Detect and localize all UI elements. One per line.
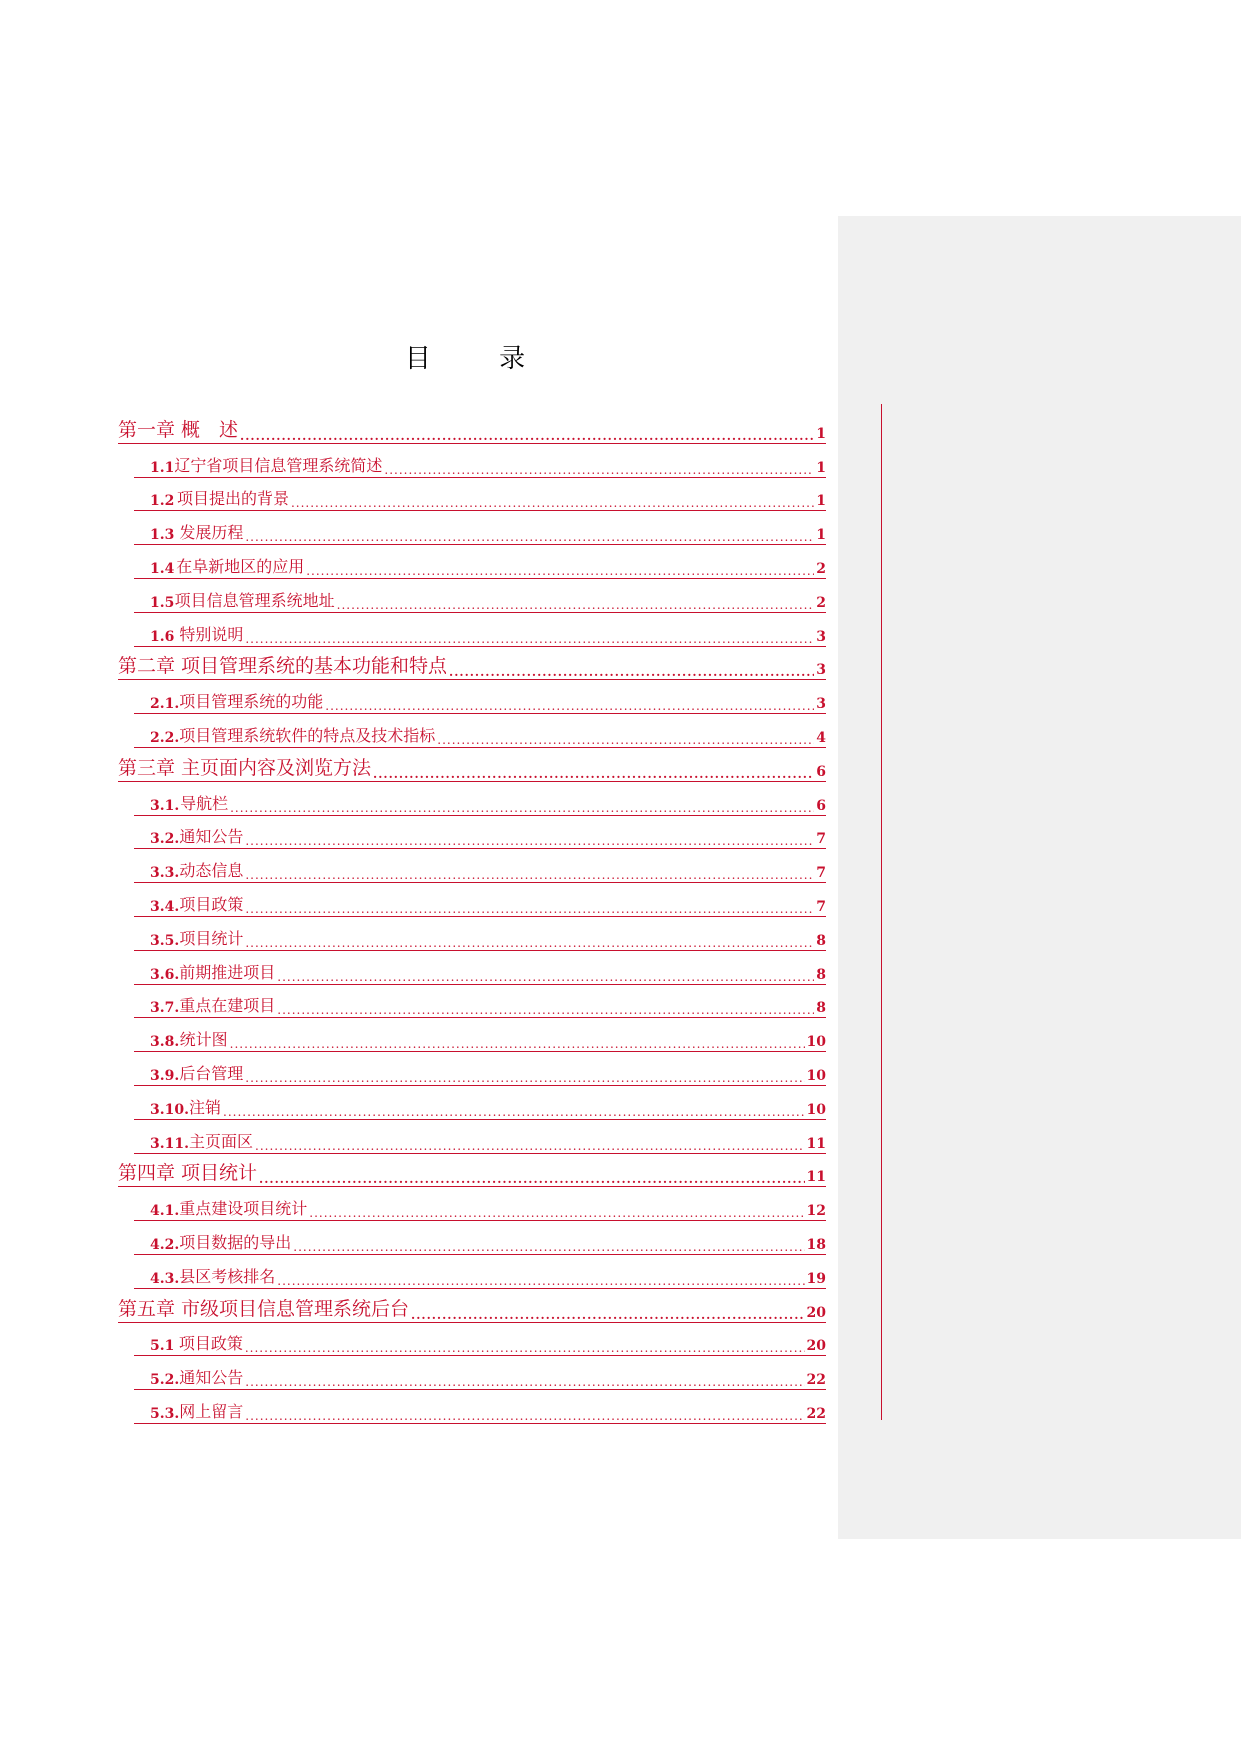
toc-leader-dots [245, 1410, 804, 1422]
toc-section-link[interactable] [134, 1086, 826, 1120]
toc-section-number: 3.6. [150, 966, 180, 983]
toc-leader-dots [245, 531, 814, 543]
toc-entry-title: 动态信息 [179, 861, 244, 881]
toc-section-link[interactable] [134, 985, 826, 1019]
toc-section-link[interactable] [134, 782, 826, 816]
toc-page-number: 10 [806, 1034, 826, 1051]
toc-entry-title: 导航栏 [180, 793, 229, 813]
toc-leader-dots [245, 1376, 804, 1388]
toc-page-number: 8 [816, 966, 826, 983]
toc-leader-dots [245, 1342, 805, 1354]
toc-page-number: 20 [806, 1338, 826, 1355]
toc-leader-dots [245, 903, 814, 915]
toc-entry-title: 在阜新地区的应用 [176, 556, 305, 576]
toc-page-number: 18 [806, 1236, 826, 1253]
toc-section-number: 2.1. [150, 696, 180, 713]
toc-section-number: 3.5. [150, 932, 180, 949]
toc-leader-dots [411, 1309, 804, 1321]
toc-entry-title: 主页面区 [188, 1131, 253, 1151]
table-of-contents [118, 410, 826, 1424]
toc-page-number: 6 [816, 763, 826, 780]
toc-page-number: 20 [806, 1304, 826, 1321]
toc-section-number: 3.11. [150, 1135, 189, 1152]
toc-section-number: 4.2. [150, 1236, 180, 1253]
toc-section-link[interactable] [134, 579, 826, 613]
toc-entry-title: 注销 [188, 1097, 221, 1117]
toc-section-number: 5.2. [150, 1372, 180, 1389]
toc-section-link[interactable] [134, 511, 826, 545]
toc-leader-dots [293, 1241, 804, 1253]
toc-leader-dots [337, 599, 815, 611]
toc-page-number: 1 [816, 425, 826, 442]
toc-page-number: 6 [816, 797, 826, 814]
toc-section-link[interactable] [134, 444, 826, 478]
toc-entry-title: 项目信息管理系统地址 [174, 590, 335, 610]
toc-entry-title: 网上留言 [179, 1401, 244, 1421]
toc-entry-title: 特别说明 [179, 624, 244, 644]
toc-leader-dots [240, 430, 814, 442]
toc-section-number: 3.1. [150, 797, 180, 814]
toc-page-number: 2 [816, 594, 826, 611]
toc-section-link[interactable] [134, 1255, 826, 1289]
toc-page-number: 8 [816, 1000, 826, 1017]
toc-section-number: 2.2. [150, 729, 180, 746]
toc-leader-dots [245, 869, 814, 881]
toc-section-number: 1.6 [150, 628, 175, 645]
toc-section-link[interactable] [134, 714, 826, 748]
toc-leader-dots [230, 1038, 805, 1050]
toc-page-number: 3 [816, 696, 826, 713]
toc-entry-title: 通知公告 [179, 1368, 244, 1388]
toc-entry-title: 第三章 主页面内容及浏览方法 [118, 756, 372, 779]
toc-entry-title: 项目管理系统的功能 [179, 692, 324, 712]
toc-entry-title: 第一章 概 述 [118, 418, 239, 441]
toc-section-number: 1.3 [150, 527, 175, 544]
toc-chapter-link[interactable] [118, 1154, 826, 1188]
toc-page-number: 10 [806, 1067, 826, 1084]
toc-section-link[interactable] [134, 680, 826, 714]
toc-chapter-link[interactable] [118, 647, 826, 681]
toc-section-link[interactable] [134, 1356, 826, 1390]
toc-section-link[interactable] [134, 1323, 826, 1357]
toc-section-number: 1.1 [150, 459, 175, 476]
toc-entry-title: 项目管理系统软件的特点及技术指标 [179, 725, 436, 745]
toc-leader-dots [277, 1004, 814, 1016]
toc-section-number: 3.4. [150, 898, 180, 915]
toc-page-number: 7 [816, 898, 826, 915]
toc-section-link[interactable] [134, 816, 826, 850]
toc-entry-title: 第五章 市级项目信息管理系统后台 [118, 1297, 410, 1320]
toc-leader-dots [277, 971, 814, 983]
toc-section-link[interactable] [134, 1052, 826, 1086]
toc-entry-title: 重点建设项目统计 [179, 1199, 308, 1219]
toc-leader-dots [373, 768, 814, 780]
toc-section-link[interactable] [134, 1018, 826, 1052]
toc-section-number: 3.9. [150, 1067, 180, 1084]
revision-bar [881, 404, 882, 1420]
toc-section-number: 3.3. [150, 865, 180, 882]
toc-leader-dots [223, 1106, 805, 1118]
toc-section-number: 3.7. [150, 1000, 180, 1017]
toc-section-link[interactable] [134, 478, 826, 512]
toc-leader-dots [306, 565, 814, 577]
toc-chapter-link[interactable] [118, 1289, 826, 1323]
toc-section-link[interactable] [134, 1390, 826, 1424]
toc-section-link[interactable] [134, 917, 826, 951]
toc-leader-dots [245, 1072, 804, 1084]
toc-entry-title: 项目政策 [179, 894, 244, 914]
toc-section-number: 1.5 [150, 594, 175, 611]
comment-pane [838, 216, 1241, 1539]
toc-section-link[interactable] [134, 545, 826, 579]
toc-page-number: 22 [806, 1372, 826, 1389]
toc-page-number: 19 [806, 1270, 826, 1287]
toc-title: 目 录 [404, 344, 556, 374]
toc-section-link[interactable] [134, 951, 826, 985]
toc-page-number: 11 [806, 1135, 826, 1152]
toc-section-link[interactable] [134, 849, 826, 883]
toc-section-number: 3.8. [150, 1034, 180, 1051]
toc-entry-title: 前期推进项目 [179, 962, 276, 982]
toc-page-number: 12 [806, 1203, 826, 1220]
toc-page-number: 22 [806, 1405, 826, 1422]
toc-leader-dots [384, 464, 814, 476]
toc-leader-dots [245, 633, 814, 645]
toc-section-number: 3.2. [150, 831, 180, 848]
toc-section-number: 4.1. [150, 1203, 180, 1220]
toc-section-number: 5.1 [150, 1338, 175, 1355]
toc-leader-dots [245, 835, 814, 847]
toc-page-number: 1 [816, 493, 826, 510]
toc-section-link[interactable] [134, 1221, 826, 1255]
toc-chapter-link[interactable] [118, 748, 826, 782]
toc-leader-dots [309, 1207, 804, 1219]
toc-leader-dots [259, 1173, 804, 1185]
toc-leader-dots [277, 1275, 804, 1287]
toc-entry-title: 项目数据的导出 [179, 1232, 292, 1252]
toc-leader-dots [230, 802, 814, 814]
toc-page-number: 4 [816, 729, 826, 746]
toc-leader-dots [245, 937, 814, 949]
toc-entry-title: 后台管理 [179, 1063, 244, 1083]
toc-section-number: 4.3. [150, 1270, 180, 1287]
toc-entry-title: 重点在建项目 [179, 996, 276, 1016]
toc-page-number: 2 [816, 560, 826, 577]
toc-page-number: 7 [816, 831, 826, 848]
toc-section-link[interactable] [134, 883, 826, 917]
toc-entry-title: 项目统计 [179, 928, 244, 948]
toc-entry-title: 第二章 项目管理系统的基本功能和特点 [118, 655, 448, 678]
toc-leader-dots [255, 1140, 805, 1152]
toc-entry-title: 统计图 [179, 1030, 228, 1050]
toc-page-number: 1 [816, 459, 826, 476]
toc-page-number: 3 [816, 628, 826, 645]
toc-section-link[interactable] [134, 1187, 826, 1221]
toc-leader-dots [449, 666, 814, 678]
toc-entry-title: 辽宁省项目信息管理系统简述 [174, 455, 383, 475]
toc-entry-title: 县区考核排名 [179, 1266, 276, 1286]
toc-leader-dots [291, 497, 814, 509]
toc-chapter-link[interactable] [118, 410, 826, 444]
toc-page-number: 7 [816, 865, 826, 882]
toc-entry-title: 项目提出的背景 [176, 489, 289, 509]
toc-section-link[interactable] [134, 613, 826, 647]
toc-page-number: 8 [816, 932, 826, 949]
toc-leader-dots [437, 734, 814, 746]
toc-entry-title: 发展历程 [179, 523, 244, 543]
toc-section-number: 5.3. [150, 1405, 180, 1422]
toc-section-number: 3.10. [150, 1101, 189, 1118]
toc-entry-title: 第四章 项目统计 [118, 1162, 258, 1185]
toc-section-number: 1.4 [150, 560, 175, 577]
toc-page-number: 1 [816, 527, 826, 544]
toc-entry-title: 通知公告 [179, 827, 244, 847]
toc-section-link[interactable] [134, 1120, 826, 1154]
toc-page-number: 11 [806, 1169, 826, 1186]
toc-page-number: 10 [806, 1101, 826, 1118]
toc-entry-title: 项目政策 [178, 1334, 243, 1354]
toc-section-number: 1.2 [150, 493, 175, 510]
toc-leader-dots [325, 700, 814, 712]
toc-page-number: 3 [816, 662, 826, 679]
